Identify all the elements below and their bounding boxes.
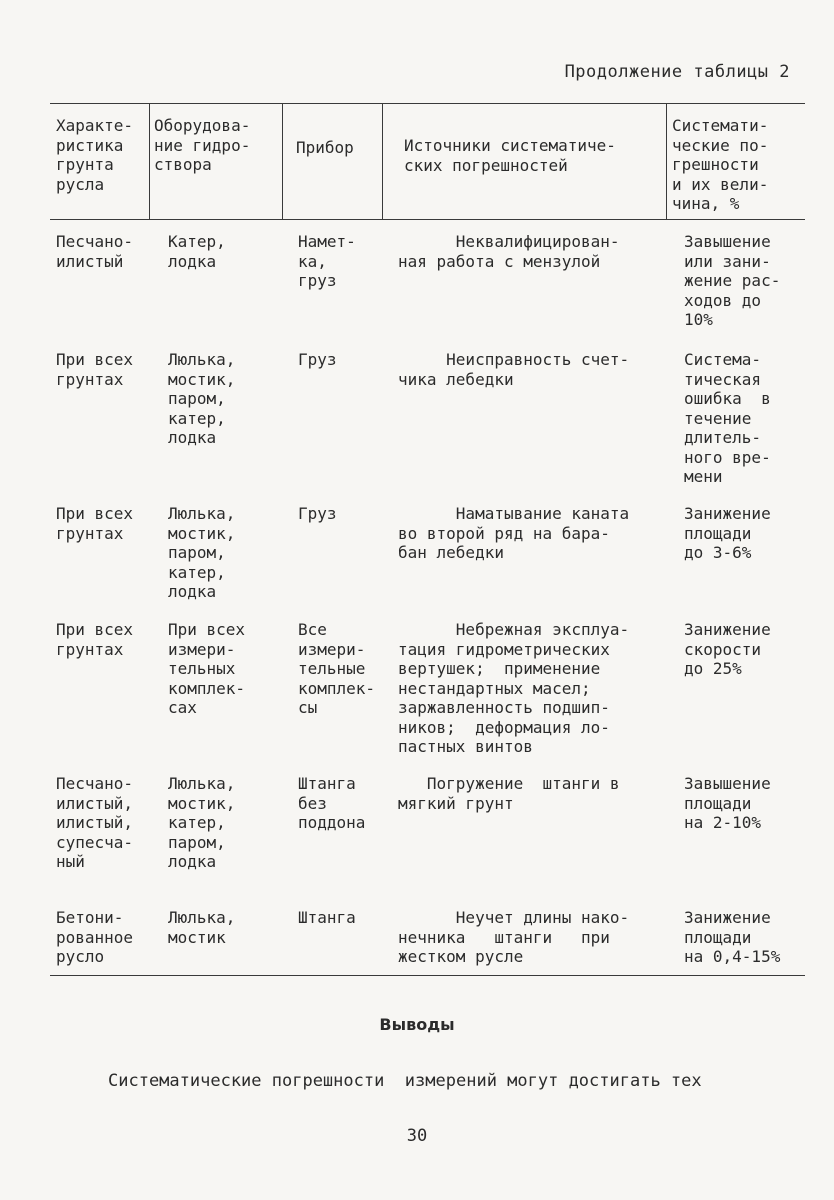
header-divider [282,103,283,219]
header-device: Прибор [296,138,354,157]
table-cell-soil: При всех грунтах [56,504,134,543]
header-divider [382,103,383,219]
table-cell-error: Завышение площади на 2-10% [684,774,771,832]
table-cell-device: Штанга [298,908,356,927]
table-bottom-rule [50,975,805,976]
header-divider [666,103,667,219]
section-title: Выводы [379,1015,455,1034]
table-cell-error: Занижение площади на 0,4-15% [684,908,781,966]
header-divider [149,103,150,219]
header-bottom-rule [50,219,805,220]
body-text: Систематические погрешности измерений могут достигать тех [108,1071,702,1091]
header-soil: Характе- ристика грунта русла [56,116,134,194]
table-cell-error: Завышение или зани- жение рас- ходов до 10% [684,232,781,329]
table-cell-equipment: Катер, лодка [168,232,226,271]
table-cell-equipment: Люлька, мостик [168,908,236,947]
table-cell-device: Все измери- тельные комплек- сы [298,620,376,717]
table-cell-device: Груз [298,504,337,523]
table-cell-soil: При всех грунтах [56,350,134,389]
header-equipment: Оборудова- ние гидро- створа [154,116,251,174]
table-top-rule [50,103,805,104]
table-cell-equipment: Люлька, мостик, паром, катер, лодка [168,504,236,601]
table-cell-error: Занижение скорости до 25% [684,620,771,678]
table-cell-device: Груз [298,350,337,369]
table-cell-source: Неисправность счет- чика лебедки [398,350,630,389]
table-cell-source: Наматывание каната во второй ряд на бара- бан лебедки [398,504,630,562]
table-cell-equipment: Люлька, мостик, катер, паром, лодка [168,774,236,871]
table-cell-equipment: При всех измери- тельных комплек- сах [168,620,246,717]
table-cell-device: Намет- ка, груз [298,232,356,290]
table-cell-soil: При всех грунтах [56,620,134,659]
table-cell-error: Система- тическая ошибка в течение длитель- ного вре- мени [684,350,771,486]
table-cell-source: Неучет длины нако- нечника штанги при жестком русле [398,908,630,966]
table-cell-source: Небрежная эксплуа- тация гидрометрических вертушек; применение нестандартных масел; заржавленность подшип- ников; деформация ло- пастных винтов [398,620,630,756]
table-cell-soil: Песчано- илистый, илистый, супесча- ный [56,774,134,871]
table-cell-source: Погружение штанги в мягкий грунт [398,774,620,813]
table-cell-equipment: Люлька, мостик, паром, катер, лодка [168,350,236,447]
table-cell-soil: Бетони- рованное русло [56,908,134,966]
header-error: Системати- ческие по- грешности и их вели- чина, % [672,116,769,213]
header-source: Источники систематиче- ских погрешностей [404,136,616,175]
table-cell-error: Занижение площади до 3-6% [684,504,771,562]
table-cell-source: Неквалифицирован- ная работа с мензулой [398,232,620,271]
table-cell-soil: Песчано- илистый [56,232,134,271]
table-caption: Продолжение таблицы 2 [564,62,790,82]
table-cell-device: Штанга без поддона [298,774,366,832]
page-number: 30 [406,1126,428,1146]
